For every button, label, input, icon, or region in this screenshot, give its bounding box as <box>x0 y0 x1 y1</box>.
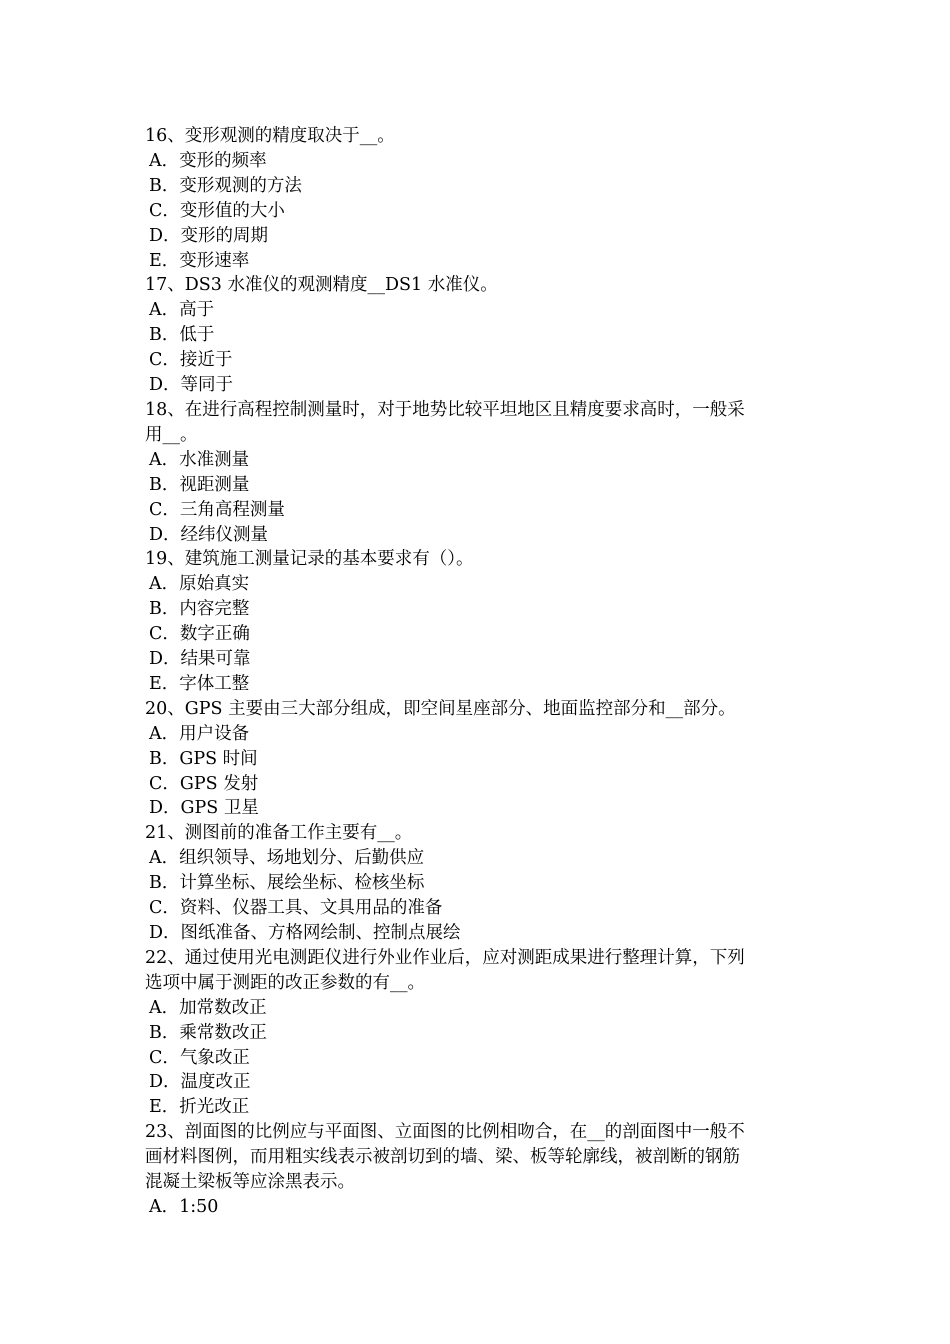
question-block <box>145 821 815 946</box>
answer-option: B．计算坐标、展绘坐标、检核坐标 <box>149 873 425 894</box>
question-text: 用__。 <box>145 424 198 445</box>
answer-option: B．变形观测的方法 <box>149 175 302 196</box>
answer-option: B．视距测量 <box>149 474 250 495</box>
answer-option: A．1:50 <box>149 1196 219 1217</box>
answer-option: C．变形值的大小 <box>149 200 285 221</box>
answer-option: C．GPS 发射 <box>149 773 259 794</box>
question-block <box>145 697 815 822</box>
answer-option: E．折光改正 <box>149 1097 250 1118</box>
answer-option: A．组织领导、场地划分、后勤供应 <box>149 848 425 869</box>
question-block <box>145 273 815 398</box>
question-text: 18、在进行高程控制测量时，对于地势比较平坦地区且精度要求高时，一般采 <box>145 399 745 420</box>
question-text: 19、建筑施工测量记录的基本要求有（）。 <box>145 549 474 570</box>
answer-option: E．变形速率 <box>149 250 250 271</box>
answer-option: A．加常数改正 <box>149 997 267 1018</box>
answer-option: A．水准测量 <box>149 449 250 470</box>
answer-option: A．高于 <box>149 300 215 321</box>
answer-option: B．低于 <box>149 325 215 346</box>
question-block <box>145 547 815 696</box>
question-text: 混凝土梁板等应涂黑表示。 <box>145 1172 355 1193</box>
answer-option: C．接近于 <box>149 350 233 371</box>
question-text: 选项中属于测距的改正参数的有__。 <box>145 972 425 993</box>
answer-option: D．温度改正 <box>149 1072 251 1093</box>
answer-option: B．内容完整 <box>149 599 250 620</box>
question-text: 20、GPS 主要由三大部分组成，即空间星座部分、地面监控部分和__部分。 <box>145 698 736 719</box>
answer-option: D．GPS 卫星 <box>149 798 259 819</box>
answer-option: C．气象改正 <box>149 1047 250 1068</box>
answer-option: D．图纸准备、方格网绘制、控制点展绘 <box>149 923 461 943</box>
question-text: 16、变形观测的精度取决于__。 <box>145 126 395 146</box>
question-block <box>145 398 815 547</box>
question-block <box>145 124 815 273</box>
answer-option: E．字体工整 <box>149 673 250 694</box>
question-text: 21、测图前的准备工作主要有__。 <box>145 823 413 844</box>
answer-option: C．资料、仪器工具、文具用品的准备 <box>149 898 443 919</box>
question-block <box>145 946 815 1120</box>
answer-option: C．三角高程测量 <box>149 499 285 520</box>
answer-option: B．乘常数改正 <box>149 1022 267 1043</box>
question-block <box>145 1120 815 1220</box>
answer-option: D．变形的周期 <box>149 225 269 246</box>
answer-option: C．数字正确 <box>149 624 250 645</box>
answer-option: A．变形的频率 <box>149 150 267 171</box>
question-text: 画材料图例，而用粗实线表示被剖切到的墙、梁、板等轮廓线，被剖断的钢筋 <box>145 1147 740 1168</box>
answer-option: A．原始真实 <box>149 574 250 595</box>
answer-option: D．结果可靠 <box>149 649 251 670</box>
answer-option: D．等同于 <box>149 375 234 396</box>
question-list <box>145 124 815 1220</box>
question-text: 23、剖面图的比例应与平面图、立面图的比例相吻合，在__的剖面图中一般不 <box>145 1122 745 1143</box>
answer-option: D．经纬仪测量 <box>149 524 269 545</box>
answer-option: B．GPS 时间 <box>149 748 258 769</box>
question-text: 17、DS3 水准仪的观测精度__DS1 水准仪。 <box>145 275 498 296</box>
answer-option: A．用户设备 <box>149 723 250 744</box>
question-text: 22、通过使用光电测距仪进行外业作业后，应对测距成果进行整理计算，下列 <box>145 947 745 968</box>
